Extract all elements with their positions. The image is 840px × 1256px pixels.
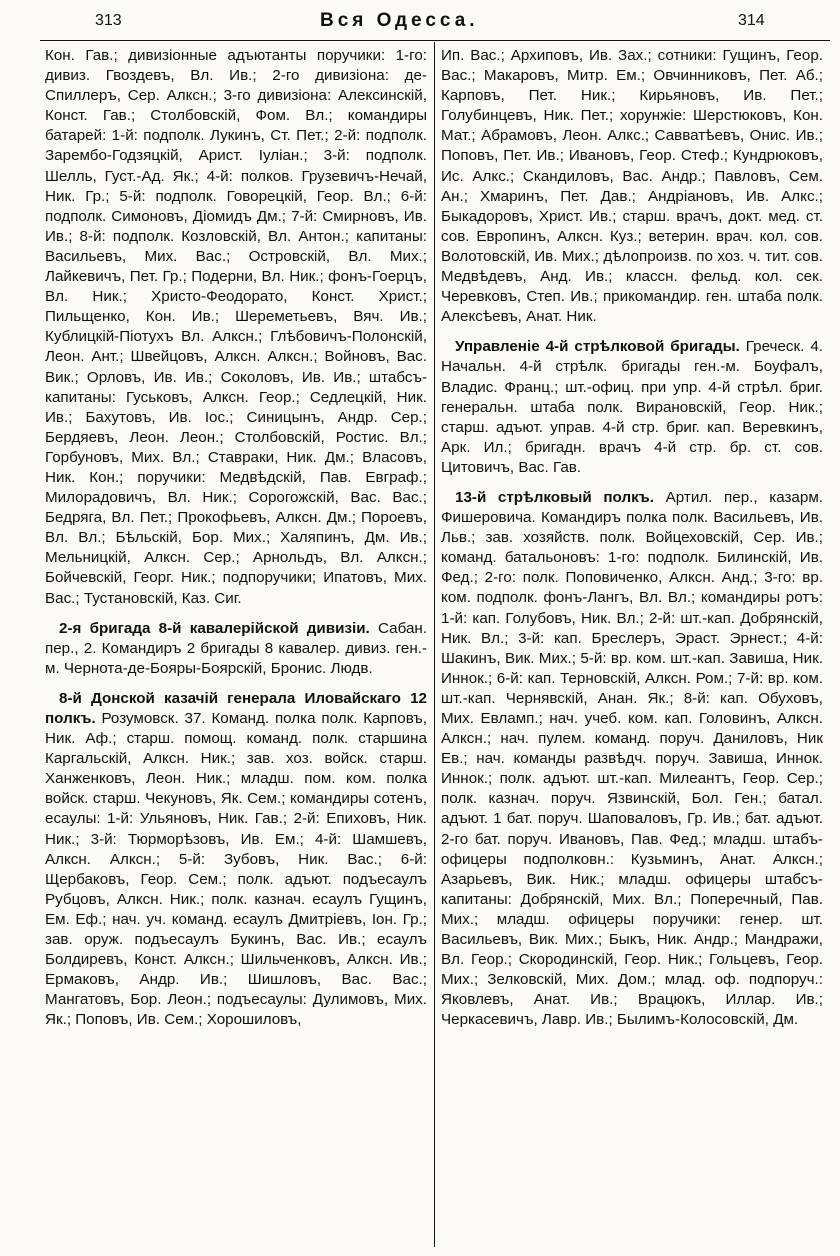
section-4th-rifle-brigade xyxy=(441,337,823,478)
section-heading: 2-я бригада 8-й кавалерійской дивизіи. xyxy=(59,619,370,637)
section-heading: 13-й стрѣлковый полкъ. xyxy=(455,488,654,506)
section-body: Розумовск. 37. Команд. полка полк. Карповъ, Ник. Аф.; старш. помощ. команд. полк. старшина Каргальскій, Алксн. Ник.; зав. хоз. войск. старш. Ханженковъ, Леон. Ник.; младш. пом. ком. полка войск. старш. Чекуновъ, Як. Сем.; командиры сотенъ, есаулы: 1-й: Ульяновъ, Ник. Гав.; 2-й: Епиховъ, Ник. Ник.; 3-й: Тюрморѣзовъ, Ив. Ем.; 4-й: Шамшевъ, Алксн. Алксн.; 5-й: Зубовъ, Ник. Вас.; 6-й: Щербаковъ, Геор. Сем.; полк. адъют. подъесаулъ Рубцовъ, Алксн. Ник.; полк. казнач. есаулъ Гущинъ, Ем. Еф.; нач. уч. команд. есаулъ Дмитріевъ, Іон. Гр.; зав. оруж. подъесаулъ Букинъ, Вас. Ив.; есаулъ Болдиревъ, Конст. Алксн.; Шильченковъ, Алксн. Ив.; Ермаковъ, Андр. Ив.; Шишловъ, Вас. Вас.; Мангатовъ, Бор. Леон.; подъесаулы: Дулимовъ, Мих. Як.; Поповъ, Ив. Сем.; Хорошиловъ, xyxy=(45,710,427,1029)
section-heading: Управленіе 4-й стрѣлковой бригады. xyxy=(455,338,740,356)
section-don-cossack-regiment xyxy=(45,689,427,1031)
running-header xyxy=(0,10,840,40)
page-number-left: 313 xyxy=(95,12,122,29)
page-number-right: 314 xyxy=(738,12,765,29)
column-separator xyxy=(434,42,435,1247)
section-13th-rifle-regiment xyxy=(441,488,823,1031)
right-column xyxy=(441,46,823,1246)
section-body: Артил. пер., казарм. Фишеровича. Командиръ полка полк. Васильевъ, Ив. Льв.; зав. хозяйств. полк. Войцеховскій, Сер. Ив.; команд. батальоновъ: 1-го: подполк. Билинскій, Ив. Фед.; 2-го: полк. Поповиченко, Алксн. Анд.; 3-го: вр. ком. подполк. фонъ-Лангъ, Вл. Вл.; командиры ротъ: 1-й: кап. Голубовъ, Ник. Вл.; 2-й: шт.-кап. Добрянскій, Ник. Вл.; 3-й: кап. Бреслеръ, Эраст. Эрнест.; 4-й: Шакинъ, Вик. Мих.; 5-й: вр. ком. шт.-кап. Завиша, Ник. Иннок.; 6-й: кап. Терновскій, Алксн. Ром.; 7-й: вр. ком. шт.-кап. Чернявскій, Анан. Як.; 8-й: кап. Обуховъ, Мих. Евламп.; нач. учеб. ком. кап. Головинъ, Алксн. Алксн.; нач. пулем. команд. поруч. Даниловъ, Ник Ев.; нач. команды развѣдч. поруч. Завиша, Иннок. Иннок.; полк. адъют. шт.-кап. Милеантъ, Геор. Сер.; полк. казнач. поруч. Язвинскій, Бол. Ген.; батал. адъют. 1 бат. поруч. Шаповаловъ, Гр. Ив.; бат. адъют. 2-го бат. поруч. Ивановъ, Пав. Фед.; младш. штабъ-офицеры подполковн.: Кузьминъ, Анат. Алксн.; Азарьевъ, Вик. Ник.; младш. офицеры штабсъ-капитаны: Добрянскій, Мих. Вл.; Поперечный, Пав. Мих.; младш. офицеры поручики: генер. шт. Васильевъ, Вик. Мих.; Быкъ, Ник. Андр.; Мандражи, Вл. Геор.; Скородинскій, Геор. Ник.; Гольцевъ, Геор. Мих.; Зелковскій, Мих. Дом.; млад. оф. подпоруч.: Яковлевъ, Анат. Ив.; Врацюкъ, Иллар. Ив.; Черкасевичъ, Лавр. Ив.; Былимъ-Колосовскій, Дм. xyxy=(441,488,823,1029)
continued-paragraph: Ип. Вас.; Архиповъ, Ив. Зах.; сотники: Гущинъ, Геор. Вас.; Макаровъ, Митр. Ем.; Овчинниковъ, Пет. Аб.; Карповъ, Пет. Ник.; Кирьяновъ, Ив. Пет.; Голубинцевъ, Ник. Пет.; хорунжіе: Шерстюковъ, Кон. Мат.; Абрамовъ, Леон. Алкс.; Савватѣевъ, Онис. Ив.; Поповъ, Пет. Ив.; Ивановъ, Геор. Стеф.; Кундрюковъ, Ис. Алкс.; Скандиловъ, Вас. Андр.; Павловъ, Сем. Ан.; Хмаринъ, Пет. Дав.; Андріановъ, Ив. Алкс.; Быкадоровъ, Христ. Ив.; старш. врачъ, докт. мед. ст. сов. Европинъ, Алксн. Куз.; ветерин. врач. кол. сов. Волотовскій, Ив. Мих.; дѣлопроизв. по хоз. ч. тит. сов. Медвѣдевъ, Анд. Ив.; классн. фельд. кол. сек. Черевковъ, Степ. Ив.; прикомандир. ген. штаба полк. Алексѣевъ, Анат. Ник. xyxy=(441,47,823,326)
running-title: Вся Одесса. xyxy=(320,10,479,31)
left-column xyxy=(45,46,427,1246)
section-body: Сабан. пер., 2. Командиръ 2 бригады 8 кавалер. дивиз. ген.-м. Чернота-де-Бояры-Боярскій, Бронис. Людв. xyxy=(45,619,427,677)
section-2nd-brigade xyxy=(45,619,427,679)
continued-paragraph: Кон. Гав.; дивизіонные адъютанты поручики: 1-го: дивиз. Гвоздевъ, Вл. Ив.; 2-го дивизіона: де-Спиллеръ, Сер. Алксн.; 3-го дивизіона: Алексинскій, Конст. Гав.; Столбовскій, Фом. Вл.; командиры батарей: 1-й: подполк. Лукинъ, Ст. Пет.; 2-й: подполк. Зарембо-Годзяцкій, Арист. Іуліан.; 3-й: подполк. Шелль, Густ.-Ад. Як.; 4-й: полков. Грузевичъ-Нечай, Ник. Гр.; 5-й: подполк. Говорецкій, Геор. Вл.; 6-й: подполк. Симоновъ, Діомидъ Дм.; 7-й: Смирновъ, Ив. Ив.; 8-й: подполк. Козловскій, Вл. Антон.; капитаны: Васильевъ, Мих. Вас.; Островскій, Вл. Мих.; Лайкевичъ, Пет. Гр.; Подерни, Вл. Ник.; фонъ-Гоерцъ, Вл. Ник.; Христо-Феодорато, Конст. Христ.; Пильщенко, Кон. Ив.; Шереметьевъ, Вяч. Ив.; Кублицкій-Піотухъ Вл. Алксн.; Глѣбовичъ-Полонскій, Леон. Ант.; Швейцовъ, Алксн. Алксн.; Войновъ, Вас. Вик.; Орловъ, Ив. Ив.; Соколовъ, Ив. Ив.; штабсъ-капитаны: Гуськовъ, Алксн. Геор.; Седлецкій, Ник. Ив.; Бахутовъ, Ив. Іос.; Синицынъ, Андр. Сер.; Бердяевъ, Леон. Леон.; Столбовскій, Ростис. Вл.; Горбуновъ, Мих. Вл.; Ставраки, Ник. Дм.; Власовъ, Ник. Кон.; поручики: Медвѣдскій, Пав. Евграф.; Милорадовичъ, Вл. Ник.; Сорогожскій, Вас. Вас.; Бедряга, Вл. Пет.; Прокофьевъ, Алксн. Дм.; Пороевъ, Вл. Вл.; Бѣльскій, Бор. Мих.; Халяпинъ, Дм. Ив.; Мельницкій, Алксн. Сер.; Арнольдъ, Вл. Алксн.; Бойчевскій, Георг. Ник.; подпоручики; Ипатовъ, Мих. Вас.; Тустановскій, Каз. Сиг. xyxy=(45,47,427,607)
section-heading: 8-й Донской казачій генерала Иловайскаго 12 полкъ. xyxy=(45,689,427,727)
header-rule xyxy=(40,40,830,41)
section-body: Греческ. 4. Начальн. 4-й стрѣлк. бригады ген.-м. Боуфалъ, Владис. Франц.; шт.-офиц. при упр. 4-й стрѣл. бриг. генеральн. штаба полк. Вирановскій, Геор. Ник.; старш. адъют. управ. 4-й стр. бриг. кап. Веревкинъ, Арк. Ил.; бригадн. врачъ 4-й стр. бр. ст. сов. Цитовичъ, Вас. Гав. xyxy=(441,338,823,476)
